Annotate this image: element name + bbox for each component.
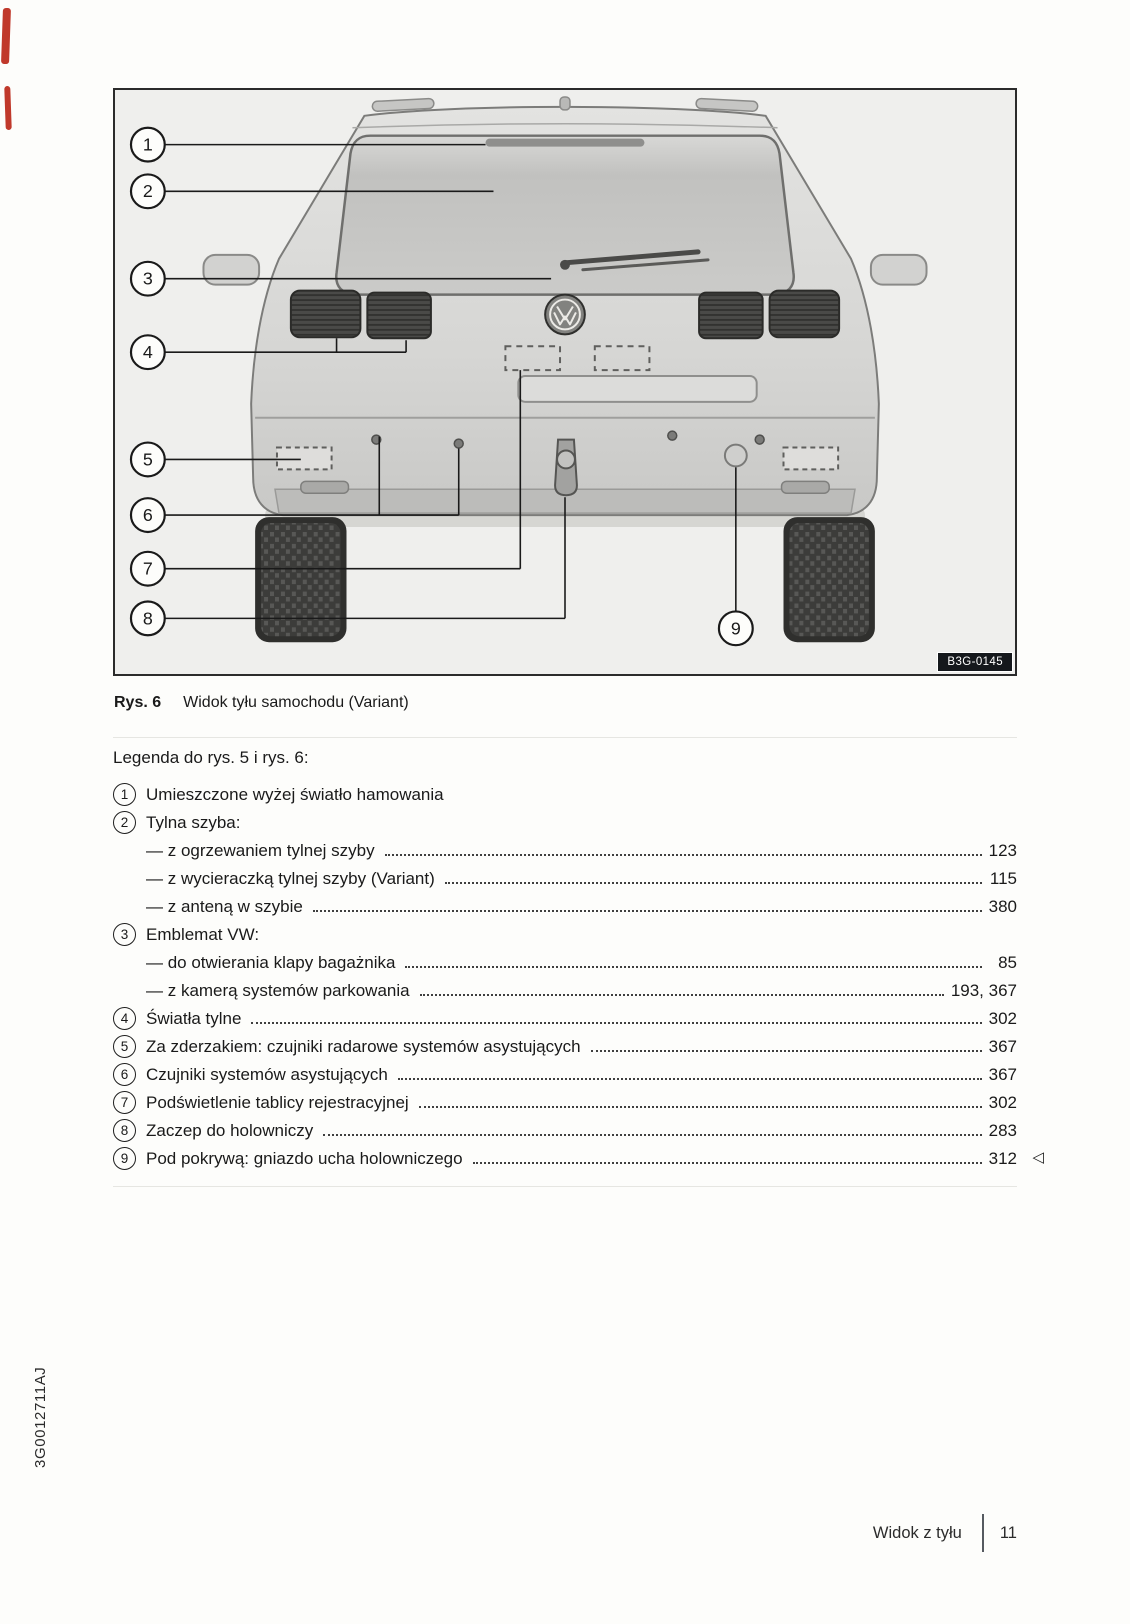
footer-section-title: Widok z tyłu [872,1523,962,1542]
legend-subitem [113,867,1017,890]
legend-item-page: 115 [989,869,1017,888]
callout-7 [131,552,165,586]
rear-window [336,136,793,295]
legend-item [113,811,1017,834]
callout-1 [131,128,165,162]
legend-item-number: 2 [113,811,136,834]
document-spine-code: 3G0012711AJ [32,1366,49,1468]
legend-item-text: Tylna szyba: [146,813,241,832]
taillight-left [291,291,431,339]
svg-text:7: 7 [142,558,153,579]
legend-item-page: 302 [988,1009,1017,1028]
legend-item-text: Pod pokrywą: gniazdo ucha holowniczego [146,1149,463,1168]
svg-text:9: 9 [730,618,741,639]
legend-subitem [113,979,1017,1002]
diffuser-vent-left [301,481,349,493]
diffuser-vent-right [782,481,830,493]
dotted-leader [251,1022,981,1024]
side-mirror-right [871,255,927,285]
legend-heading: Legenda do rys. 5 i rys. 6: [113,748,309,767]
legend-item-number: 4 [113,1007,136,1030]
legend-item-text: Zaczep do holowniczy [146,1121,314,1140]
legend-item-number: 5 [113,1035,136,1058]
dotted-leader [385,854,982,856]
dotted-leader [398,1078,982,1080]
legend-item-text: Emblemat VW: [146,925,260,944]
scan-artifact [1,8,11,64]
figure-caption-label: Rys. 6 [114,694,162,711]
legend-item-text: Czujniki systemów asystujących [146,1065,388,1084]
legend-item-page: 85 [998,953,1017,972]
dotted-leader [323,1134,981,1136]
legend-rows [113,783,1044,1170]
callout-4 [131,335,165,369]
legend-item-page: 283 [988,1121,1017,1140]
legend-section [113,748,1044,1175]
legend-item-page: 302 [988,1093,1017,1112]
figure-frame [113,88,1017,676]
legend-item [113,1063,1017,1086]
legend-item [113,1147,1044,1170]
legend-item-page: 367 [988,1065,1017,1084]
separator-rule-bottom [113,1186,1017,1187]
legend-item [113,1119,1017,1142]
figure-caption [114,694,409,712]
tow-hitch [555,440,577,496]
radar-area-left [277,448,332,470]
dotted-leader [419,1106,982,1108]
svg-text:6: 6 [142,505,153,526]
legend-item-text: — z anteną w szybie [146,897,303,916]
legend-item-text: Za zderzakiem: czujniki radarowe systemów asystujących [146,1037,581,1056]
legend-item-number: 7 [113,1091,136,1114]
legend-item [113,1091,1017,1114]
legend-item-page: 367 [988,1037,1017,1056]
svg-text:8: 8 [142,608,153,629]
dotted-leader [420,994,944,996]
legend-subitem [113,839,1017,862]
radar-area-right [784,448,839,470]
footer-divider [982,1514,984,1552]
dotted-leader [313,910,982,912]
legend-item-text: — z ogrzewaniem tylnej szyby [146,841,375,860]
legend-item-page: 123 [988,841,1017,860]
high-brake-light [486,139,645,147]
legend-item-text: Podświetlenie tablicy rejestracyjnej [146,1093,409,1112]
legend-item-number: 9 [113,1147,136,1170]
vw-emblem [545,295,585,335]
figure-image-code: B3G-0145 [937,652,1013,672]
callout-3 [131,262,165,296]
page-footer [873,1514,1017,1552]
svg-text:1: 1 [142,134,153,155]
callout-6 [131,498,165,532]
license-plate-recess [518,376,756,402]
rear-wheel-left [255,517,346,642]
legend-item-text: Umieszczone wyżej światło hamowania [146,785,444,804]
svg-text:4: 4 [142,342,153,363]
dotted-leader [473,1162,982,1164]
dotted-leader [405,966,982,968]
legend-item-page: 312 [988,1149,1017,1168]
car-rear-illustration [115,90,1015,674]
callout-5 [131,443,165,477]
taillight-right [699,291,839,339]
dotted-leader [591,1050,982,1052]
dotted-leader [445,882,982,884]
legend-item-text: Światła tylne [146,1009,242,1028]
legend-item-text: — z kamerą systemów parkowania [146,981,410,1000]
callout-9 [719,611,753,645]
legend-item-text: — do otwierania klapy bagażnika [146,953,396,972]
legend-item-page: 380 [988,897,1017,916]
legend-item [113,783,1017,806]
legend-item [113,1035,1017,1058]
legend-item-number: 6 [113,1063,136,1086]
legend-item-text: — z wycieraczką tylnej szyby (Variant) [146,869,435,888]
footer-page-number: 11 [999,1523,1017,1542]
scan-artifact [4,86,12,130]
section-end-marker: ◁ [1032,1149,1044,1166]
roof-antenna [560,97,570,110]
svg-text:3: 3 [142,268,153,289]
svg-text:5: 5 [142,449,153,470]
legend-subitem [113,951,1017,974]
legend-item [113,923,1017,946]
callout-2 [131,174,165,208]
separator-rule-top [113,737,1017,738]
legend-subitem [113,895,1017,918]
svg-text:2: 2 [142,181,153,202]
legend-item-number: 3 [113,923,136,946]
legend-item-number: 8 [113,1119,136,1142]
figure-caption-text: Widok tyłu samochodu (Variant) [183,694,409,711]
rear-wheel-right [784,517,875,642]
legend-item-number: 1 [113,783,136,806]
callout-8 [131,601,165,635]
side-mirror-left [203,255,259,285]
legend-item-page: 193, 367 [950,981,1017,1000]
tow-eye-cover [725,445,747,467]
legend-item [113,1007,1017,1030]
